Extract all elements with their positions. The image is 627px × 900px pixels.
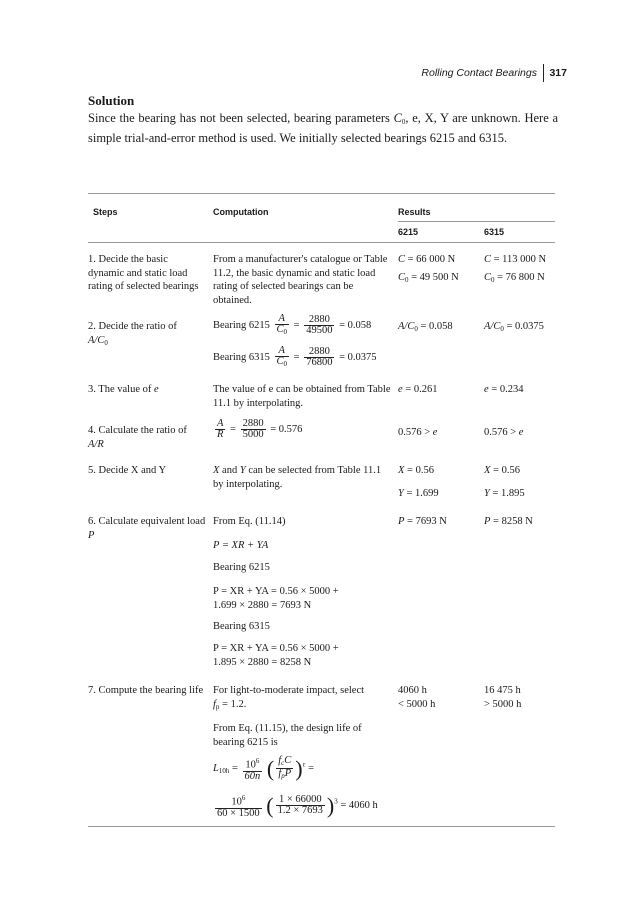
res-6-6315: P = 8258 N — [484, 516, 533, 527]
page-number: 317 — [549, 67, 567, 79]
header-bottom-rule — [88, 242, 555, 243]
comp-2b: Bearing 6315 $\frac{A}{C_0}$ = $\frac{2880}{76800}$ = 0.0375 — [213, 345, 377, 368]
res-3-6315: e = 0.234 — [484, 384, 524, 395]
res-1-6215-c0: $C_0 = 49$ 500 N — [398, 272, 459, 284]
step-7: 7. Compute the bearing life — [88, 685, 204, 696]
res-4-6215: 0.576 > e — [398, 427, 438, 438]
header-divider — [543, 64, 545, 82]
comp-1: From a manufacturer's catalogue or Table 11.2, the basic dynamic and static load rating of selected bearings can be obtained. — [213, 254, 388, 306]
res-5-6215-y: Y = 1.699 — [398, 488, 439, 499]
comp-6-eq: From Eq. (11.14) — [213, 516, 286, 527]
comp-6-calc1b: 1.699 × 2880 = 7693 N — [213, 600, 312, 611]
header-steps: Steps — [93, 207, 118, 217]
comp-6-calc2b: 1.895 × 2880 = 8258 N — [213, 657, 312, 668]
running-header — [421, 64, 567, 82]
res-1-6215-c: C = 66 000 N — [398, 254, 456, 265]
res-2-6315: $A/C_0 = 0.0375$ — [484, 321, 544, 333]
header-computation: Computation — [213, 207, 269, 217]
comp-7-eq: From Eq. (11.15), the design life of bearing 6215 is — [213, 723, 362, 748]
comp-2a: Bearing 6215 $\frac{A}{C_0}$ = $\frac{2880}{49500}$ = 0.058 — [213, 313, 372, 336]
res-3-6215: e = 0.261 — [398, 384, 438, 395]
comp-6-calc2a: P = XR + YA = 0.56 × 5000 + — [213, 643, 339, 654]
solution-intro: Since the bearing has not been selected, bearing parameters $C_0$, e, X, Y are unknown. Here a simple trial-and-error method is used. We initially selected bearings 6215 and 6315. — [88, 111, 558, 145]
comp-7-life-formula: $L_{10h}$ = $\frac{10^6}{60n}$ ( $\frac{f_cC}{f_pP}$ )$^\varepsilon$ = — [213, 755, 315, 782]
res-1-6315-c0: $C_0 = 76$ 800 N — [484, 272, 545, 284]
res-1-6315-c: C = 113 000 N — [484, 254, 547, 265]
header-results: Results — [398, 207, 431, 217]
step-2: 2. Decide the ratio of $A/C_0$ — [88, 321, 177, 347]
results-subrule — [398, 221, 555, 222]
comp-6-bearing1: Bearing 6215 — [213, 562, 270, 573]
comp-3: The value of e can be obtained from Table 11.1 by interpolating. — [213, 384, 391, 409]
comp-4: $\frac{A}{R}$ = $\frac{2880}{5000}$ = 0.576 — [217, 418, 303, 440]
header-6315: 6315 — [484, 227, 505, 237]
table-bottom-rule — [88, 826, 555, 827]
res-5-6215-x: X = 0.56 — [398, 465, 434, 476]
comp-5: X and Y can be selected from Table 11.1 by interpolating. — [213, 465, 382, 490]
res-7-6215: 4060 h < 5000 h — [398, 685, 436, 710]
res-5-6315-y: Y = 1.895 — [484, 488, 525, 499]
step-4: 4. Calculate the ratio of A/R — [88, 425, 187, 450]
res-6-6215: P = 7693 N — [398, 516, 447, 527]
res-4-6315: 0.576 > e — [484, 427, 524, 438]
comp-6-formula: P = XR + YA — [213, 540, 269, 551]
table-top-rule — [88, 193, 555, 194]
comp-7-select: For light-to-moderate impact, select $f_p = 1.2$. — [213, 685, 365, 711]
header-6215: 6215 — [398, 227, 419, 237]
step-6: 6. Calculate equivalent load P — [88, 516, 206, 541]
comp-7-life-calc: $\frac{10^6}{60 \times 1500}$ ( $\frac{1 \times 66000}{1.2 \times 7693}$ )$^3$ = 4060 h — [217, 793, 378, 819]
res-7-6315: 16 475 h > 5000 h — [484, 685, 522, 710]
solution-heading: Solution — [88, 93, 135, 108]
step-1: 1. Decide the basic dynamic and static load rating of selected bearings — [88, 254, 199, 292]
comp-6-calc1a: P = XR + YA = 0.56 × 5000 + — [213, 586, 339, 597]
res-5-6315-x: X = 0.56 — [484, 465, 520, 476]
chapter-title: Rolling Contact Bearings — [421, 67, 537, 79]
res-2-6215: $A/C_0 = 0.058$ — [398, 321, 453, 333]
comp-6-bearing2: Bearing 6315 — [213, 621, 270, 632]
step-3: 3. The value of e — [88, 384, 159, 395]
step-5: 5. Decide X and Y — [88, 465, 167, 476]
